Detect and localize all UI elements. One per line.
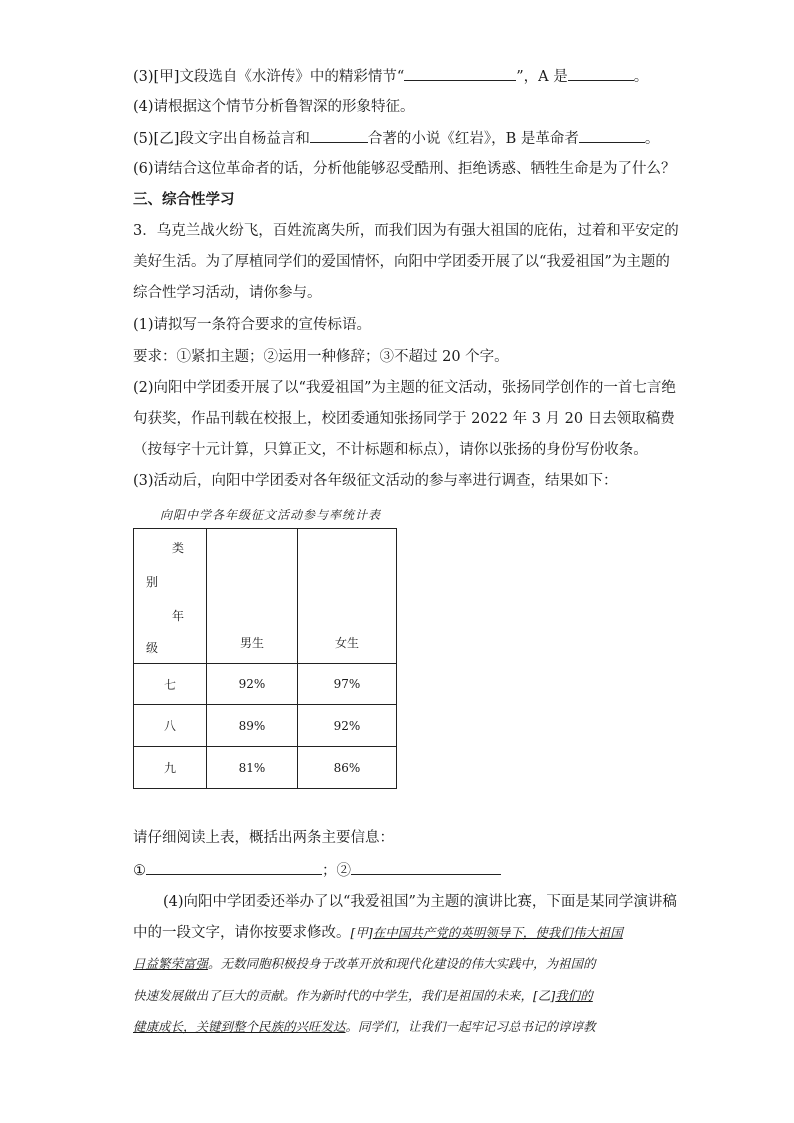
male-rate-cell: 81% xyxy=(207,747,298,789)
table-row xyxy=(134,664,397,705)
intro-line: 3．乌克兰战火纷飞，百姓流离失所，而我们因为有强大祖国的庇佑，过着和平安定的 xyxy=(133,223,679,239)
female-rate-cell: 86% xyxy=(298,747,397,789)
underlined-sentence-jia: 在中国共产党的英明领导下，使我们伟大祖国 xyxy=(372,925,623,940)
sub-question-4: (4)向阳中学团委还举办了以“我爱祖国”为主题的演讲比赛，下面是某同学演讲稿 xyxy=(163,894,677,910)
intro-line: 综合性学习活动，请你参与。 xyxy=(133,285,322,301)
read-prompt: 请仔细阅读上表，概括出两条主要信息： xyxy=(133,830,394,846)
diagonal-header-cell xyxy=(134,529,207,664)
question-3: (3)[甲]文段选自《水浒传》中的精彩情节“ ”，A 是 。 xyxy=(133,66,648,87)
underlined-sentence-jia: 日益繁荣富强 xyxy=(133,956,209,971)
sub-question-2: （按每字十元计算，只算正文，不计标题和标点），请你以张扬的身份写份收条。 xyxy=(133,442,648,458)
speech-text: 健康成长，关键到整个民族的兴旺发达。同学们，让我们一起牢记习总书记的谆谆教 xyxy=(133,1019,596,1034)
answer-blank-2[interactable] xyxy=(351,860,501,875)
answer-blank[interactable] xyxy=(579,128,645,143)
grade-cell: 八 xyxy=(134,705,207,747)
answer-blank-1[interactable] xyxy=(146,860,322,875)
header-label: 别 xyxy=(146,575,159,589)
header-label: 类 xyxy=(172,541,185,555)
sub-question-2: (2)向阳中学团委开展了以“我爱祖国”为主题的征文活动，张扬同学创作的一首七言绝 xyxy=(133,380,676,396)
table-header-row xyxy=(134,529,397,664)
answer-blank[interactable] xyxy=(568,66,634,81)
grade-cell: 七 xyxy=(134,664,207,705)
female-rate-cell: 92% xyxy=(298,705,397,747)
answer-line: ① ；② xyxy=(133,860,501,881)
underlined-sentence-yi: 我们的 xyxy=(555,988,593,1003)
sub-question-2: 句获奖，作品刊载在校报上，校团委通知张扬同学于 2022 年 3 月 20 日去领取稿费 xyxy=(133,411,675,427)
column-header-male: 男生 xyxy=(207,529,298,664)
table-row xyxy=(134,705,397,747)
speech-text: 快速发展做出了巨大的贡献。作为新时代的中学生，我们是祖国的未来，[乙]我们的 xyxy=(133,988,593,1003)
column-header-female: 女生 xyxy=(298,529,397,664)
female-rate-cell: 97% xyxy=(298,664,397,705)
answer-blank[interactable] xyxy=(310,128,368,143)
header-label: 级 xyxy=(146,641,159,655)
question-6: (6)请结合这位革命者的话，分析他能够忍受酷刑、拒绝诱惑、牺牲生命是为了什么？ xyxy=(133,161,676,177)
table-row xyxy=(134,747,397,789)
intro-line: 美好生活。为了厚植同学们的爱国情怀，向阳中学团委开展了以“我爱祖国”为主题的 xyxy=(133,254,670,270)
sub-question-1: (1)请拟写一条符合要求的宣传标语。 xyxy=(133,317,372,333)
sub-question-4: 中的一段文字，请你按要求修改。[甲]在中国共产党的英明领导下，使我们伟大祖国 xyxy=(133,925,623,941)
table-caption: 向阳中学各年级征文活动参与率统计表 xyxy=(160,508,382,522)
male-rate-cell: 89% xyxy=(207,705,298,747)
speech-text: 日益繁荣富强。无数同胞积极投身于改革开放和现代化建设的伟大实践中，为祖国的 xyxy=(133,956,596,971)
section-title: 三、综合性学习 xyxy=(133,192,235,208)
participation-table xyxy=(133,528,397,789)
sub-question-1-requirements: 要求：①紧扣主题；②运用一种修辞；③不超过 20 个字。 xyxy=(133,349,509,365)
sub-question-3: (3)活动后，向阳中学团委对各年级征文活动的参与率进行调查，结果如下： xyxy=(133,473,618,489)
underlined-sentence-yi: 健康成长，关键到整个民族的兴旺发达 xyxy=(133,1019,346,1034)
question-4: (4)请根据这个情节分析鲁智深的形象特征。 xyxy=(133,99,415,115)
answer-blank[interactable] xyxy=(404,66,516,81)
grade-cell: 九 xyxy=(134,747,207,789)
speech-text: [甲]在中国共产党的英明领导下，使我们伟大祖国 xyxy=(350,925,623,940)
question-5: (5)[乙]段文字出自杨益言和 合著的小说《红岩》，B 是革命者 。 xyxy=(133,128,659,149)
header-label: 年 xyxy=(172,609,185,623)
male-rate-cell: 92% xyxy=(207,664,298,705)
